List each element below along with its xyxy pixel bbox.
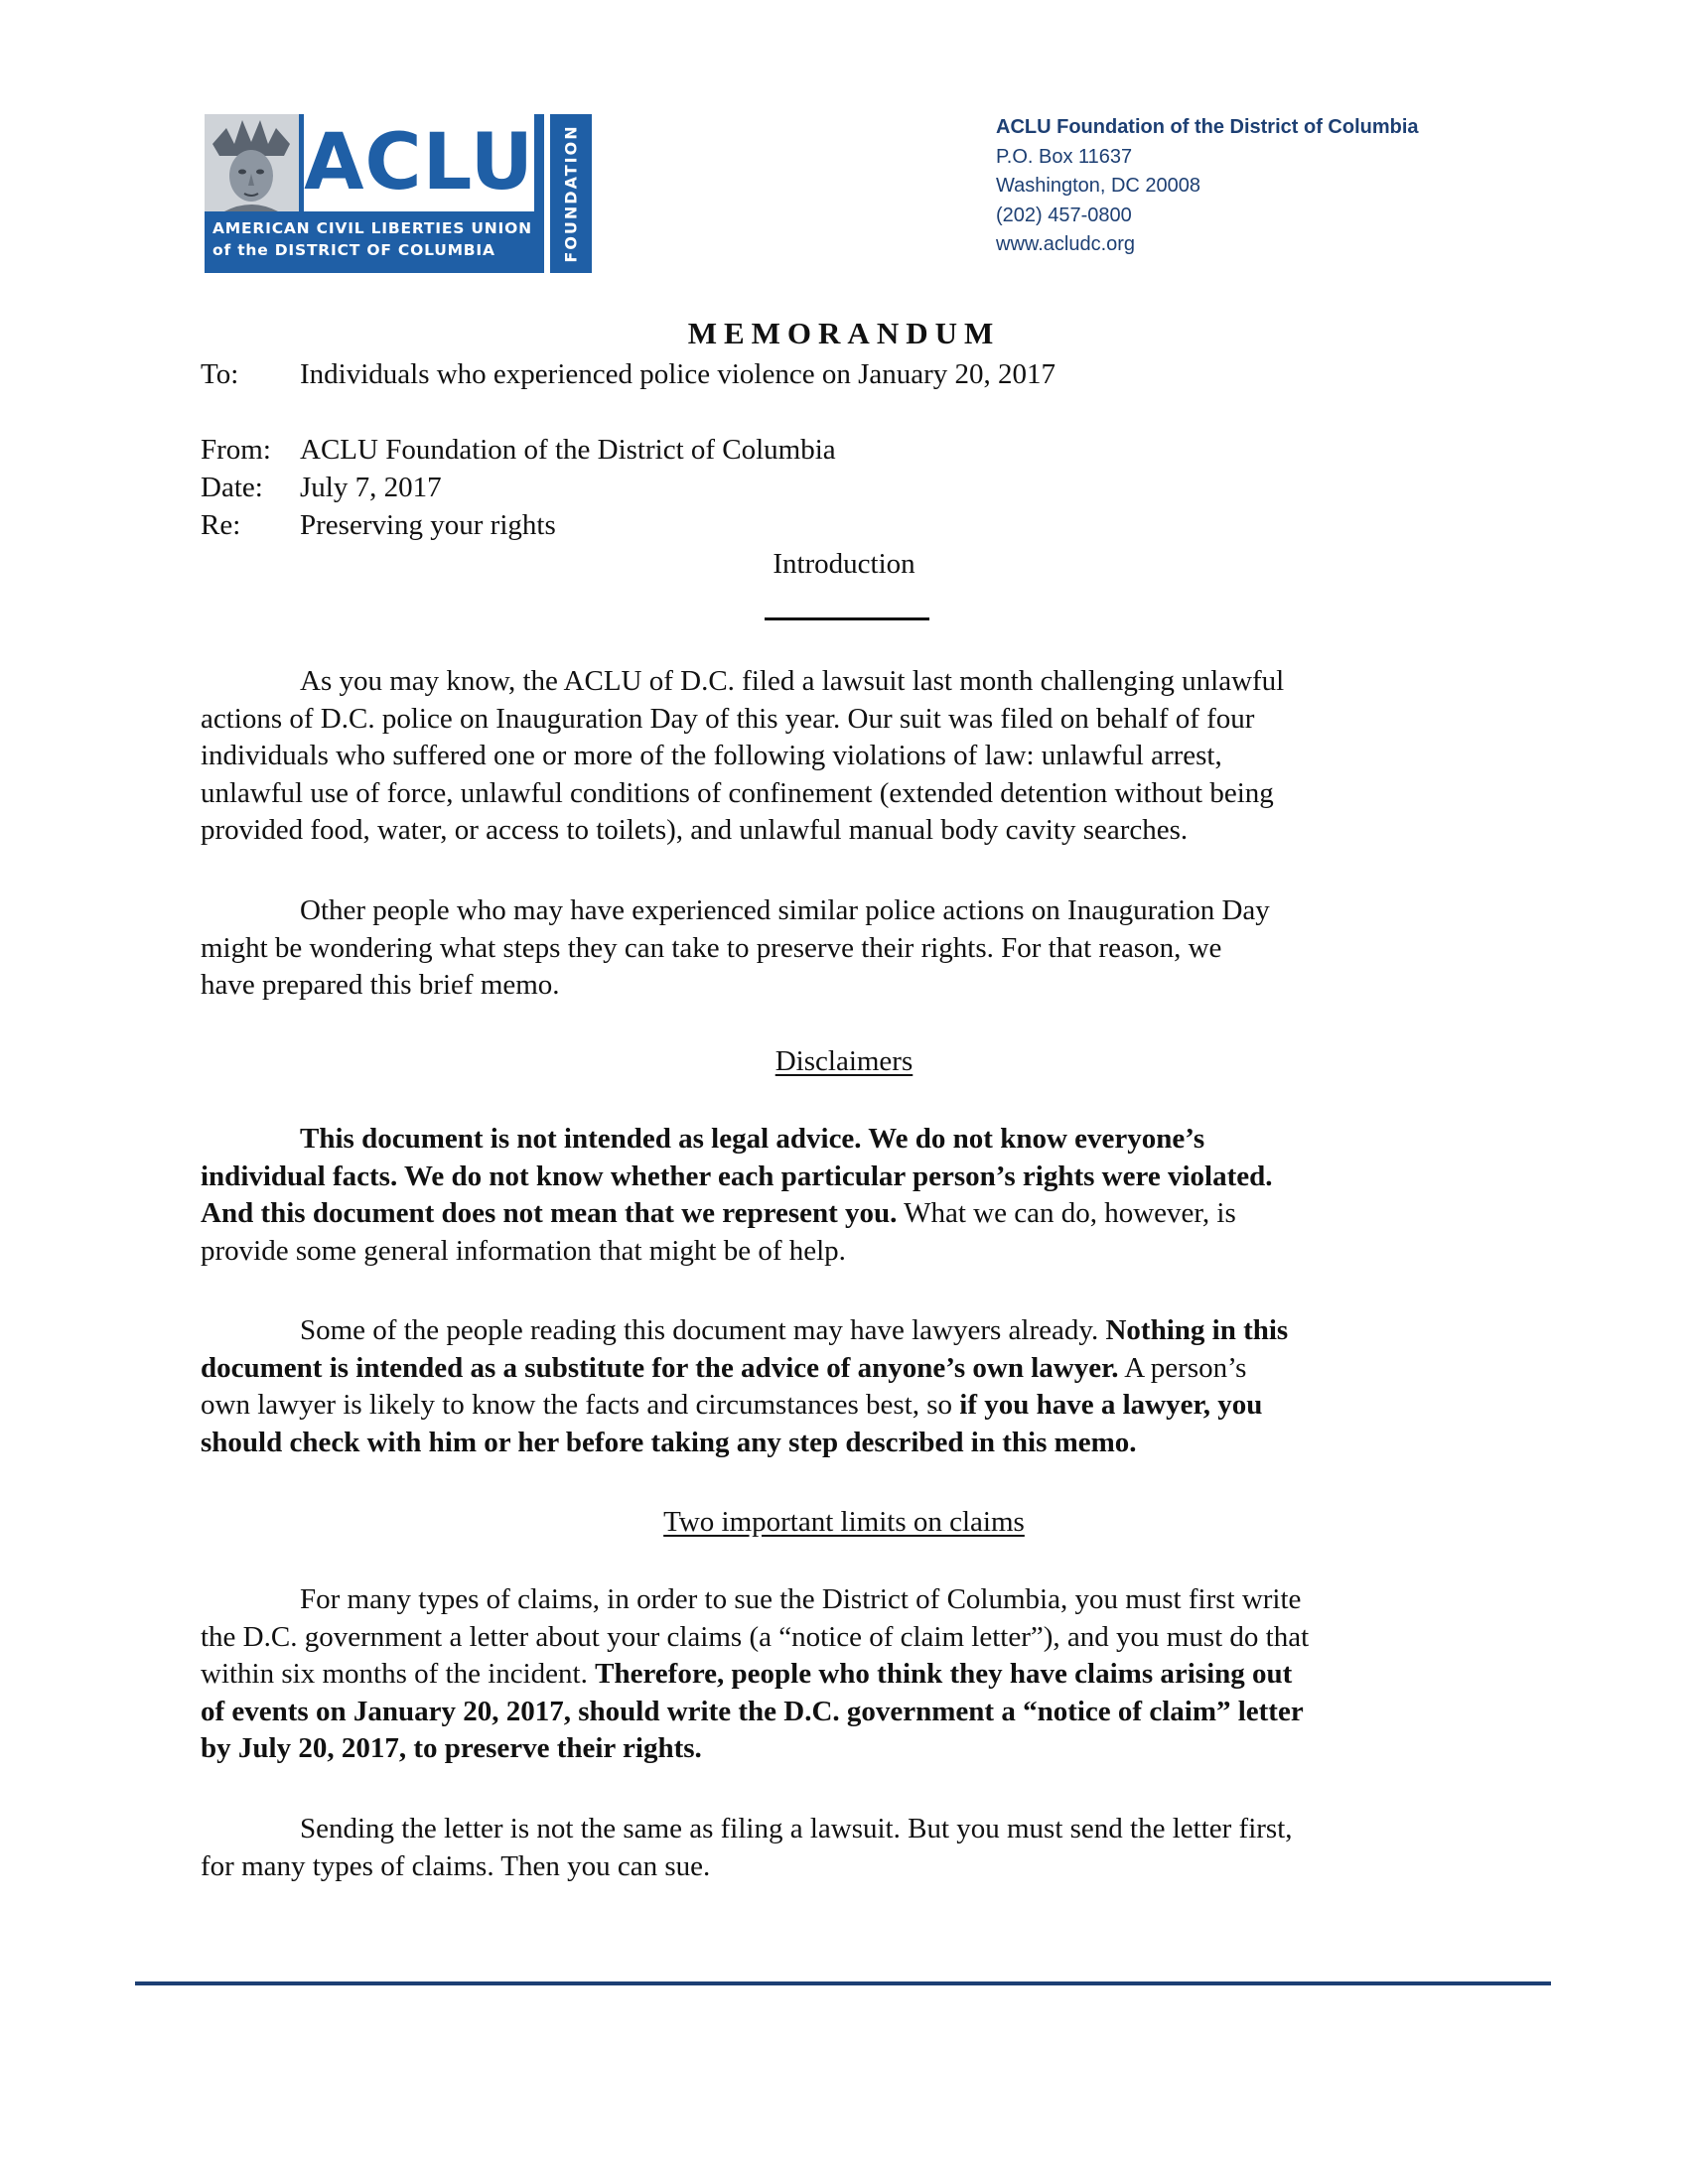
text-line <box>201 1656 1491 1694</box>
bold-text: document is intended as a substitute for the advice of anyone’s own lawyer. <box>201 1351 1119 1384</box>
memo-title: MEMORANDUM <box>687 316 1001 350</box>
bold-text: This document is not intended as legal advice. We do not know everyone’s <box>300 1123 1205 1155</box>
text-line: As you may know, the ACLU of D.C. filed a lawsuit last month challenging unlawful <box>300 665 1285 697</box>
bold-text: by July 20, 2017, to preserve their rights. <box>201 1732 702 1764</box>
text-line: individuals who suffered one or more of the following violations of law: unlawful arrest, <box>201 740 1222 771</box>
logo-subtitle <box>212 217 540 261</box>
paragraph-send-letter-first <box>201 1811 1491 1885</box>
text-line <box>201 1159 1491 1196</box>
sender-address <box>996 113 1419 260</box>
bold-text: Nothing in this <box>1105 1314 1289 1346</box>
text-line: have prepared this brief memo. <box>201 969 560 1001</box>
memo-date-label: Date: <box>201 472 263 503</box>
paragraph-own-lawyer <box>201 1312 1491 1461</box>
footer-rule <box>135 1981 1551 1985</box>
paragraph-notice-of-claim <box>201 1581 1491 1768</box>
text-line: provided food, water, or access to toilets), and unlawful manual body cavity searches. <box>201 814 1189 846</box>
text-line: For many types of claims, in order to sue the District of Columbia, you must first write <box>300 1583 1302 1615</box>
memo-from-value: ACLU Foundation of the District of Columbia <box>300 434 836 466</box>
logo-foundation-text: FOUNDATION <box>561 124 581 263</box>
aclu-logo <box>205 114 592 273</box>
address-web: www.acludc.org <box>996 233 1136 255</box>
plain-text: What we can do, however, is <box>897 1197 1236 1229</box>
plain-text: within six months of the incident. <box>201 1658 596 1690</box>
bold-text: individual facts. We do not know whether each particular person’s rights were violated. <box>201 1160 1273 1192</box>
bold-text: of events on January 20, 2017, should write the D.C. government a “notice of claim” letter <box>201 1695 1304 1727</box>
text-line: Sending the letter is not the same as filing a lawsuit. But you must send the letter first, <box>300 1813 1293 1844</box>
memo-from <box>201 431 836 469</box>
text-line <box>201 1694 1491 1731</box>
section-heading-limits: Two important limits on claims <box>663 1506 1025 1538</box>
introduction-rule <box>765 617 929 620</box>
text-line: Other people who may have experienced similar police actions on Inauguration Day <box>300 894 1270 926</box>
text-line <box>201 1195 1491 1233</box>
section-heading-introduction: Introduction <box>773 548 915 580</box>
text-line: for many types of claims. Then you can sue. <box>201 1849 711 1882</box>
plain-text: Some of the people reading this document may have lawyers already. <box>300 1314 1106 1346</box>
bold-text: And this document does not mean that we represent you. <box>201 1197 898 1229</box>
paragraph-lawsuit <box>201 663 1491 850</box>
text-line: provide some general information that might be of help. <box>201 1234 846 1267</box>
address-city: Washington, DC 20008 <box>996 175 1201 197</box>
bold-text: should check with him or her before taking any step described in this memo. <box>201 1426 1137 1458</box>
logo-subtitle-line2: of the DISTRICT OF COLUMBIA <box>212 241 495 259</box>
logo-subtitle-line1: AMERICAN CIVIL LIBERTIES UNION <box>212 219 532 237</box>
memo-to <box>201 355 1055 393</box>
plain-text: A person’s <box>1118 1351 1247 1384</box>
memo-date-value: July 7, 2017 <box>300 472 442 503</box>
section-heading-disclaimers: Disclaimers <box>774 1045 914 1077</box>
text-line <box>201 1425 1491 1462</box>
bold-text: if you have a lawyer, you <box>959 1389 1263 1421</box>
memo-to-value: Individuals who experienced police violence on January 20, 2017 <box>300 358 1056 390</box>
text-line <box>201 1387 1491 1425</box>
text-line <box>201 1121 1491 1159</box>
address-org: ACLU Foundation of the District of Columbia <box>996 116 1419 138</box>
memo-re-label: Re: <box>201 509 241 541</box>
text-line: might be wondering what steps they can take to preserve their rights. For that reason, we <box>201 931 1222 964</box>
statue-of-liberty-icon <box>205 114 299 211</box>
text-line: the D.C. government a letter about your claims (a “notice of claim letter”), and you must do that <box>201 1620 1310 1653</box>
address-phone: (202) 457-0800 <box>996 204 1132 226</box>
text-line: actions of D.C. police on Inauguration Day of this year. Our suit was filed on behalf of four <box>201 702 1255 735</box>
text-line <box>201 1312 1491 1350</box>
memo-re <box>201 506 556 544</box>
memo-to-label: To: <box>201 358 239 390</box>
text-line <box>201 1350 1491 1388</box>
paragraph-other-people <box>201 892 1491 1005</box>
logo-wordmark: ACLU <box>304 114 534 211</box>
memo-from-label: From: <box>201 434 271 466</box>
plain-text: own lawyer is likely to know the facts and circumstances best, so <box>201 1389 960 1421</box>
memo-re-value: Preserving your rights <box>300 509 556 541</box>
bold-text: Therefore, people who think they have claims arising out <box>595 1658 1293 1690</box>
text-line: unlawful use of force, unlawful conditions of confinement (extended detention without being <box>201 776 1274 809</box>
address-po-box: P.O. Box 11637 <box>996 145 1133 168</box>
memo-date <box>201 469 442 506</box>
logo-foundation-band <box>544 114 592 273</box>
paragraph-not-legal-advice <box>201 1121 1491 1270</box>
text-line <box>201 1730 1491 1768</box>
